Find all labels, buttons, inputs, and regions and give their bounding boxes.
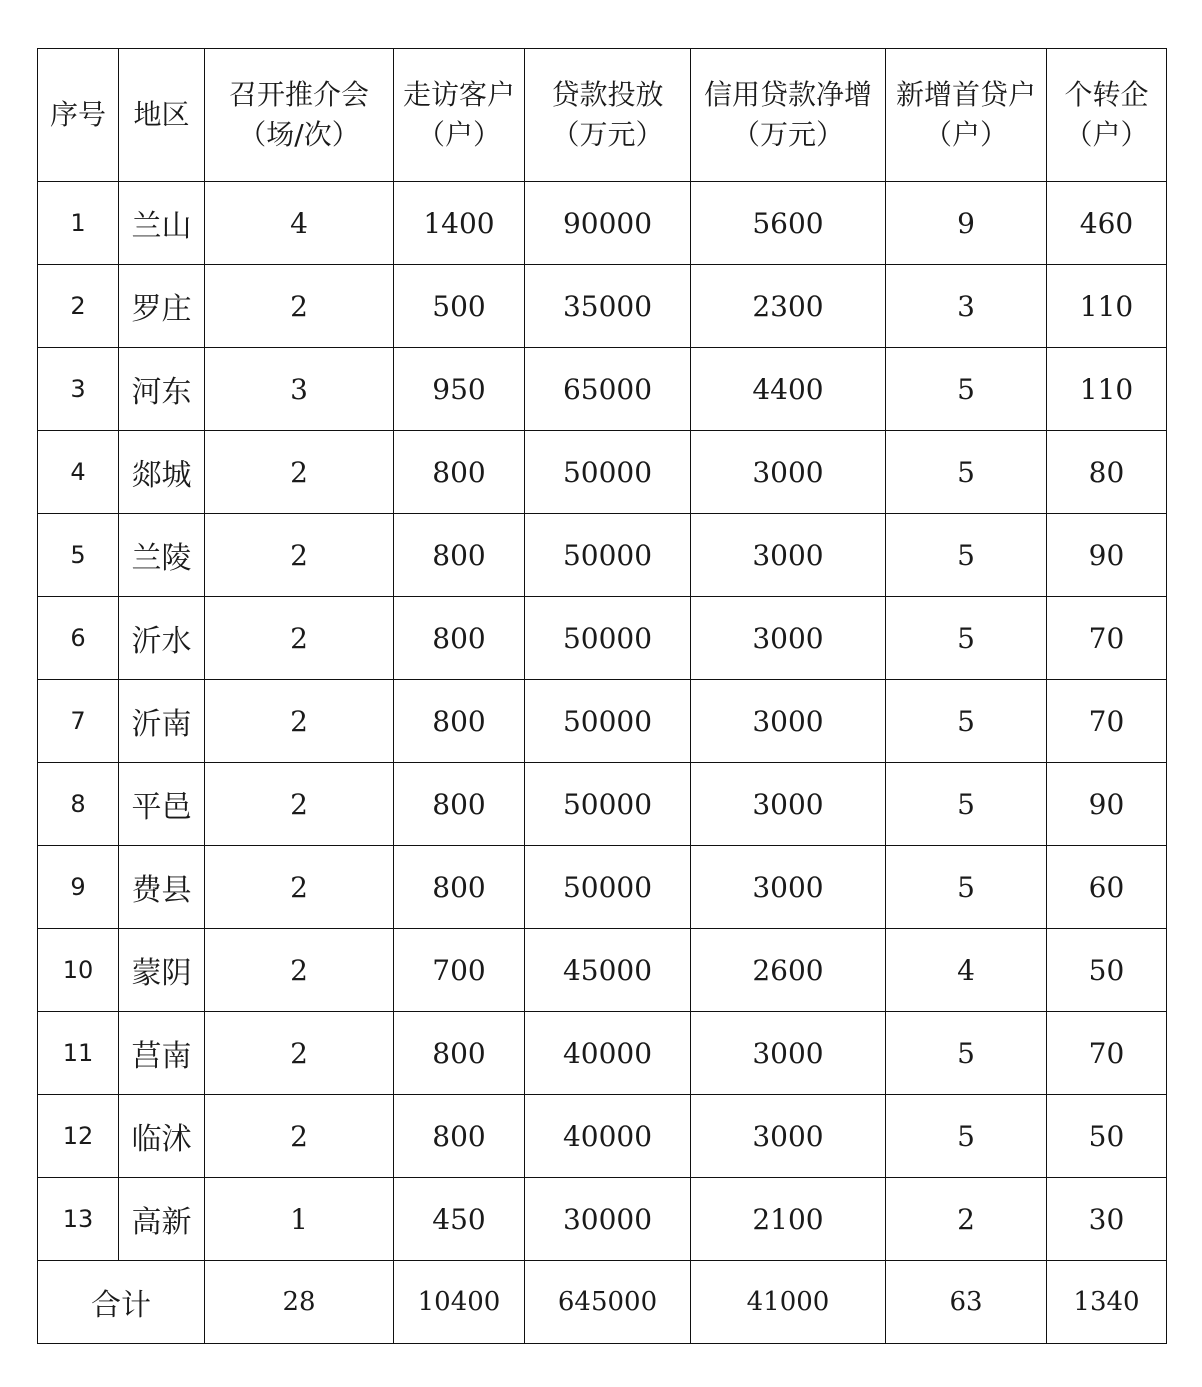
cell-meetings: 2 xyxy=(205,431,394,514)
cell-conversions: 70 xyxy=(1047,680,1167,763)
header-conversions xyxy=(1047,49,1167,182)
cell-index: 4 xyxy=(38,431,119,514)
cell-meetings: 2 xyxy=(205,1095,394,1178)
cell-index: 2 xyxy=(38,265,119,348)
cell-loans: 50000 xyxy=(525,763,691,846)
cell-loans: 50000 xyxy=(525,680,691,763)
total-cell-first-loans: 63 xyxy=(886,1261,1047,1344)
cell-credit-growth: 3000 xyxy=(691,431,886,514)
cell-loans: 35000 xyxy=(525,265,691,348)
cell-region: 沂南 xyxy=(119,680,205,763)
table-row xyxy=(38,348,1167,431)
cell-first-loans: 5 xyxy=(886,680,1047,763)
header-region-title: 地区 xyxy=(133,98,190,131)
cell-index: 11 xyxy=(38,1012,119,1095)
cell-meetings: 2 xyxy=(205,597,394,680)
cell-credit-growth: 3000 xyxy=(691,1012,886,1095)
cell-credit-growth: 4400 xyxy=(691,348,886,431)
cell-index: 7 xyxy=(38,680,119,763)
total-cell-credit-growth: 41000 xyxy=(691,1261,886,1344)
table-row xyxy=(38,1095,1167,1178)
cell-first-loans: 5 xyxy=(886,846,1047,929)
header-conversions-title: 个转企 xyxy=(1064,78,1149,111)
cell-credit-growth: 3000 xyxy=(691,597,886,680)
table-row xyxy=(38,846,1167,929)
cell-loans: 90000 xyxy=(525,182,691,265)
cell-conversions: 80 xyxy=(1047,431,1167,514)
cell-region: 高新 xyxy=(119,1178,205,1261)
cell-loans: 50000 xyxy=(525,514,691,597)
cell-loans: 40000 xyxy=(525,1095,691,1178)
cell-region: 兰陵 xyxy=(119,514,205,597)
table-row xyxy=(38,680,1167,763)
cell-first-loans: 5 xyxy=(886,1095,1047,1178)
cell-index: 1 xyxy=(38,182,119,265)
table-row xyxy=(38,1178,1167,1261)
cell-visits: 800 xyxy=(394,597,525,680)
total-cell-conversions: 1340 xyxy=(1047,1261,1167,1344)
cell-first-loans: 5 xyxy=(886,348,1047,431)
cell-visits: 800 xyxy=(394,680,525,763)
header-index-title: 序号 xyxy=(49,98,106,131)
cell-loans: 45000 xyxy=(525,929,691,1012)
cell-first-loans: 5 xyxy=(886,514,1047,597)
table-header xyxy=(38,49,1167,182)
table-row xyxy=(38,182,1167,265)
header-visits xyxy=(394,49,525,182)
header-index xyxy=(38,49,119,182)
cell-conversions: 50 xyxy=(1047,1095,1167,1178)
cell-conversions: 70 xyxy=(1047,1012,1167,1095)
cell-conversions: 70 xyxy=(1047,597,1167,680)
cell-index: 3 xyxy=(38,348,119,431)
cell-region: 沂水 xyxy=(119,597,205,680)
cell-region: 兰山 xyxy=(119,182,205,265)
cell-visits: 800 xyxy=(394,1095,525,1178)
cell-region: 费县 xyxy=(119,846,205,929)
cell-meetings: 2 xyxy=(205,265,394,348)
cell-region: 莒南 xyxy=(119,1012,205,1095)
cell-visits: 800 xyxy=(394,846,525,929)
cell-visits: 800 xyxy=(394,431,525,514)
cell-credit-growth: 3000 xyxy=(691,763,886,846)
cell-meetings: 2 xyxy=(205,763,394,846)
cell-visits: 1400 xyxy=(394,182,525,265)
cell-conversions: 90 xyxy=(1047,514,1167,597)
cell-loans: 50000 xyxy=(525,431,691,514)
cell-loans: 30000 xyxy=(525,1178,691,1261)
cell-visits: 700 xyxy=(394,929,525,1012)
total-label: 合计 xyxy=(38,1261,205,1344)
header-row xyxy=(38,49,1167,182)
header-meetings-title: 召开推介会 xyxy=(228,78,369,111)
cell-first-loans: 5 xyxy=(886,1012,1047,1095)
cell-region: 临沭 xyxy=(119,1095,205,1178)
cell-index: 12 xyxy=(38,1095,119,1178)
cell-conversions: 110 xyxy=(1047,265,1167,348)
cell-meetings: 2 xyxy=(205,680,394,763)
total-cell-visits: 10400 xyxy=(394,1261,525,1344)
header-visits-unit: （户） xyxy=(416,118,501,151)
header-loans-title: 贷款投放 xyxy=(551,78,664,111)
cell-loans: 50000 xyxy=(525,597,691,680)
cell-index: 9 xyxy=(38,846,119,929)
table-body xyxy=(38,182,1167,1261)
cell-region: 罗庄 xyxy=(119,265,205,348)
table-row xyxy=(38,514,1167,597)
cell-credit-growth: 3000 xyxy=(691,680,886,763)
cell-region: 蒙阴 xyxy=(119,929,205,1012)
cell-visits: 800 xyxy=(394,763,525,846)
cell-first-loans: 5 xyxy=(886,597,1047,680)
header-first-loans-title: 新增首贷户 xyxy=(895,78,1036,111)
cell-credit-growth: 3000 xyxy=(691,514,886,597)
cell-loans: 50000 xyxy=(525,846,691,929)
cell-meetings: 3 xyxy=(205,348,394,431)
cell-first-loans: 9 xyxy=(886,182,1047,265)
cell-first-loans: 4 xyxy=(886,929,1047,1012)
cell-credit-growth: 5600 xyxy=(691,182,886,265)
header-loans-unit: （万元） xyxy=(551,118,664,151)
cell-index: 8 xyxy=(38,763,119,846)
cell-region: 郯城 xyxy=(119,431,205,514)
table-row xyxy=(38,265,1167,348)
total-row xyxy=(38,1261,1167,1344)
cell-conversions: 60 xyxy=(1047,846,1167,929)
header-first-loans xyxy=(886,49,1047,182)
cell-conversions: 30 xyxy=(1047,1178,1167,1261)
table-row xyxy=(38,929,1167,1012)
cell-visits: 500 xyxy=(394,265,525,348)
cell-credit-growth: 2600 xyxy=(691,929,886,1012)
cell-first-loans: 2 xyxy=(886,1178,1047,1261)
cell-first-loans: 5 xyxy=(886,431,1047,514)
cell-conversions: 460 xyxy=(1047,182,1167,265)
cell-meetings: 1 xyxy=(205,1178,394,1261)
cell-region: 河东 xyxy=(119,348,205,431)
cell-conversions: 90 xyxy=(1047,763,1167,846)
cell-region: 平邑 xyxy=(119,763,205,846)
header-loans xyxy=(525,49,691,182)
cell-first-loans: 5 xyxy=(886,763,1047,846)
cell-meetings: 4 xyxy=(205,182,394,265)
cell-first-loans: 3 xyxy=(886,265,1047,348)
cell-conversions: 110 xyxy=(1047,348,1167,431)
table-footer xyxy=(38,1261,1167,1344)
header-credit-growth-unit: （万元） xyxy=(731,118,844,151)
header-meetings-unit: （场/次） xyxy=(238,118,360,151)
cell-visits: 950 xyxy=(394,348,525,431)
cell-loans: 65000 xyxy=(525,348,691,431)
cell-credit-growth: 2100 xyxy=(691,1178,886,1261)
cell-credit-growth: 3000 xyxy=(691,1095,886,1178)
table-row xyxy=(38,763,1167,846)
total-cell-meetings: 28 xyxy=(205,1261,394,1344)
cell-index: 5 xyxy=(38,514,119,597)
header-region xyxy=(119,49,205,182)
cell-loans: 40000 xyxy=(525,1012,691,1095)
cell-meetings: 2 xyxy=(205,846,394,929)
cell-index: 10 xyxy=(38,929,119,1012)
cell-meetings: 2 xyxy=(205,1012,394,1095)
header-visits-title: 走访客户 xyxy=(402,78,515,111)
data-table xyxy=(37,48,1167,1344)
cell-index: 6 xyxy=(38,597,119,680)
cell-credit-growth: 3000 xyxy=(691,846,886,929)
header-credit-growth-title: 信用贷款净增 xyxy=(703,78,872,111)
table-row xyxy=(38,597,1167,680)
cell-credit-growth: 2300 xyxy=(691,265,886,348)
cell-meetings: 2 xyxy=(205,929,394,1012)
cell-visits: 450 xyxy=(394,1178,525,1261)
cell-visits: 800 xyxy=(394,1012,525,1095)
cell-conversions: 50 xyxy=(1047,929,1167,1012)
header-credit-growth xyxy=(691,49,886,182)
header-meetings xyxy=(205,49,394,182)
cell-visits: 800 xyxy=(394,514,525,597)
cell-index: 13 xyxy=(38,1178,119,1261)
table-row xyxy=(38,431,1167,514)
header-first-loans-unit: （户） xyxy=(923,118,1008,151)
header-conversions-unit: （户） xyxy=(1064,118,1149,151)
table-row xyxy=(38,1012,1167,1095)
total-cell-loans: 645000 xyxy=(525,1261,691,1344)
cell-meetings: 2 xyxy=(205,514,394,597)
